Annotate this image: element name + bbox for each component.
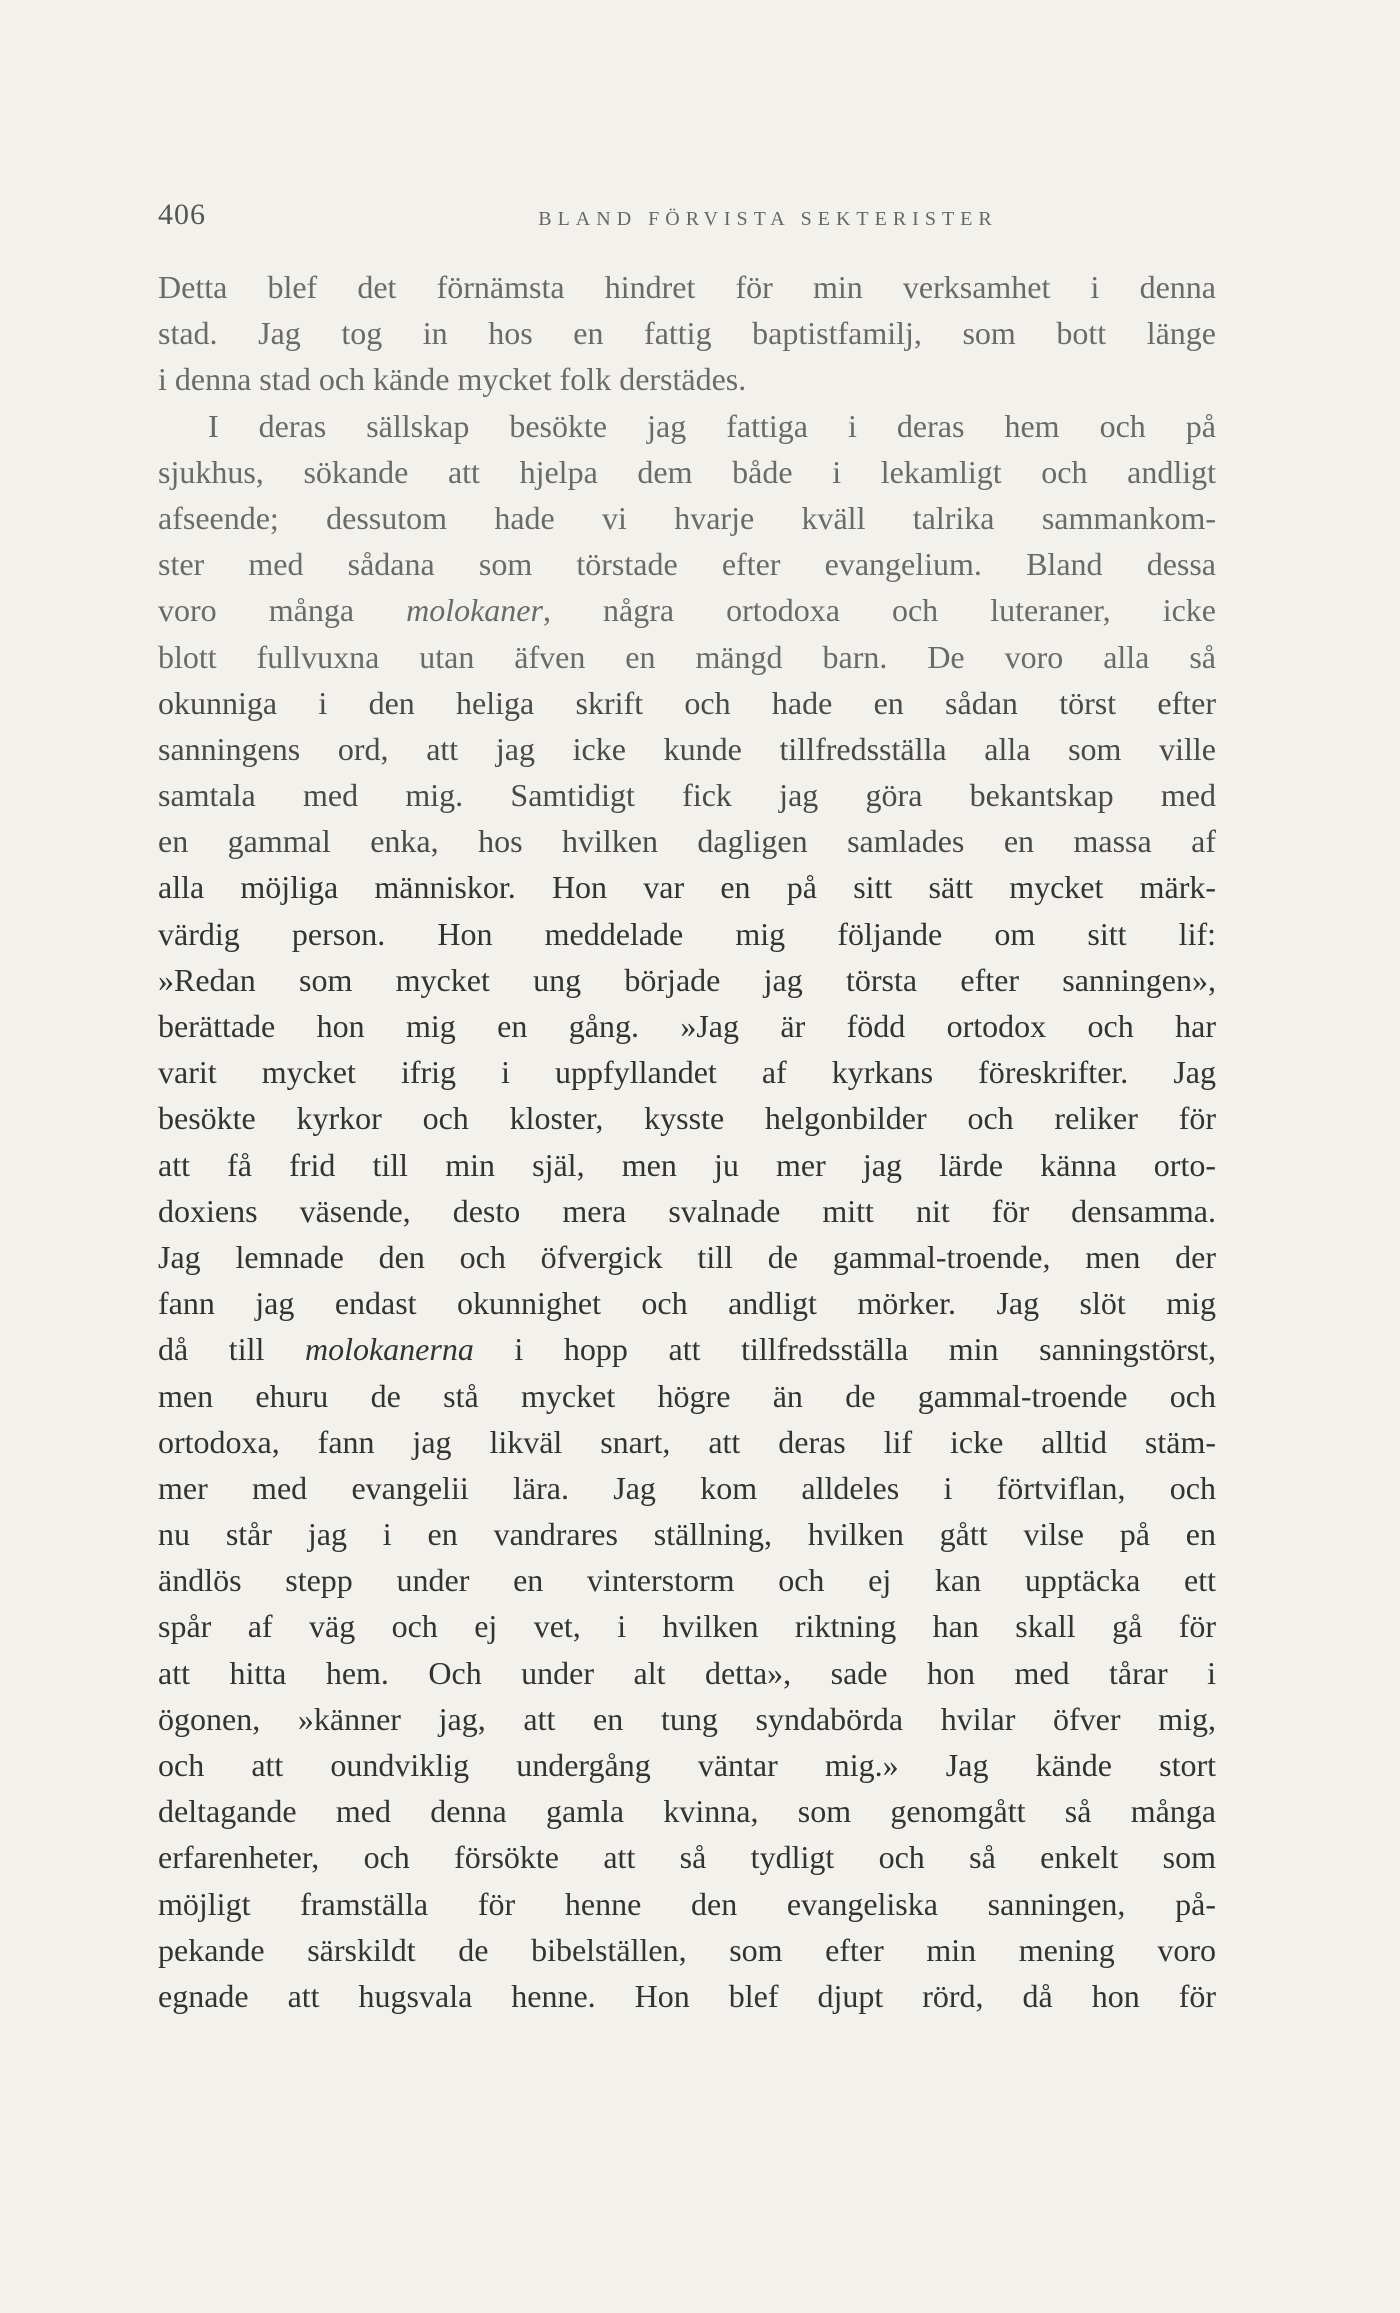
text-line: fann jag endast okunnighet och andligt mörker. Jag slöt mig <box>158 1285 1216 1322</box>
text-line <box>158 1326 1216 1372</box>
text-line: alla möjliga människor. Hon var en på sitt sätt mycket märk- <box>158 869 1216 906</box>
text-line: att få frid till min själ, men ju mer jag lärde känna orto- <box>158 1146 1216 1183</box>
text-line <box>158 587 1216 633</box>
italic-term: molokanerna <box>304 1331 474 1368</box>
text-line: stad. Jag tog in hos en fattig baptistfamilj, som bott länge <box>158 315 1216 352</box>
text-segment: då till <box>158 1331 305 1368</box>
text-line: värdig person. Hon meddelade mig följande om sitt lif: <box>158 915 1216 952</box>
text-line: ortodoxa, fann jag likväl snart, att deras lif icke alltid stäm- <box>158 1423 1216 1460</box>
page-number: 406 <box>158 198 206 231</box>
text-line: deltagande med denna gamla kvinna, som genomgått så många <box>158 1793 1216 1830</box>
text-segment: , några ortodoxa och luteraner, icke <box>542 592 1217 629</box>
text-segment: i hopp att tillfredsställa min sanningstörst, <box>473 1331 1217 1368</box>
text-line: samtala med mig. Samtidigt fick jag göra bekantskap med <box>158 777 1216 814</box>
text-line: blott fullvuxna utan äfven en mängd barn. De voro alla så <box>158 638 1216 675</box>
text-line: Jag lemnade den och öfvergick till de gammal-troende, men der <box>158 1238 1216 1275</box>
text-line: ster med sådana som törstade efter evangelium. Bland dessa <box>158 546 1216 583</box>
text-line: att hitta hem. Och under alt detta», sade hon med tårar i <box>158 1654 1216 1691</box>
text-line: pekande särskildt de bibelställen, som efter min mening voro <box>158 1931 1216 1968</box>
running-head: BLAND FÖRVISTA SEKTERISTER <box>538 208 998 230</box>
text-line: I deras sällskap besökte jag fattiga i deras hem och på <box>208 407 1216 444</box>
text-line: egnade att hugsvala henne. Hon blef djupt rörd, då hon för <box>158 1977 1216 2014</box>
text-line: mer med evangelii lära. Jag kom alldeles i förtviflan, och <box>158 1469 1216 1506</box>
text-line: sjukhus, sökande att hjelpa dem både i lekamligt och andligt <box>158 453 1216 490</box>
text-line: spår af väg och ej vet, i hvilken riktning han skall gå för <box>158 1608 1216 1645</box>
text-line: och att oundviklig undergång väntar mig.» Jag kände stort <box>158 1747 1216 1783</box>
italic-term: molokaner <box>406 592 543 629</box>
text-line: nu står jag i en vandrares ställning, hvilken gått vilse på en <box>158 1516 1216 1553</box>
text-line: möjligt framställa för henne den evangeliska sanningen, på- <box>158 1885 1216 1922</box>
text-line: i denna stad och kände mycket folk derstädes. <box>158 361 747 398</box>
text-line: en gammal enka, hos hvilken dagligen samlades en massa af <box>158 823 1216 860</box>
text-line: doxiens väsende, desto mera svalnade mitt nit för densamma. <box>158 1192 1216 1229</box>
body-text <box>158 264 1216 2019</box>
text-line: Detta blef det förnämsta hindret för min verksamhet i denna <box>158 269 1216 305</box>
text-line: ändlös stepp under en vinterstorm och ej kan upptäcka ett <box>158 1562 1216 1599</box>
page-header <box>158 198 1216 238</box>
text-line: berättade hon mig en gång. »Jag är född ortodox och har <box>158 1008 1216 1044</box>
text-line: men ehuru de stå mycket högre än de gammal-troende och <box>158 1377 1216 1414</box>
text-line: afseende; dessutom hade vi hvarje kväll talrika sammankom- <box>158 499 1216 536</box>
text-line: erfarenheter, och försökte att så tydligt och så enkelt som <box>158 1839 1216 1876</box>
text-line: varit mycket ifrig i uppfyllandet af kyrkans föreskrifter. Jag <box>158 1054 1216 1091</box>
text-line: besökte kyrkor och kloster, kysste helgonbilder och reliker för <box>158 1100 1216 1137</box>
text-line: »Redan som mycket ung började jag törsta efter sanningen», <box>158 961 1216 998</box>
text-line: sanningens ord, att jag icke kunde tillfredsställa alla som ville <box>158 730 1216 767</box>
text-line: okunniga i den heliga skrift och hade en sådan törst efter <box>158 684 1216 721</box>
text-segment: voro många <box>158 592 407 629</box>
text-line: ögonen, »känner jag, att en tung syndabörda hvilar öfver mig, <box>158 1700 1216 1737</box>
